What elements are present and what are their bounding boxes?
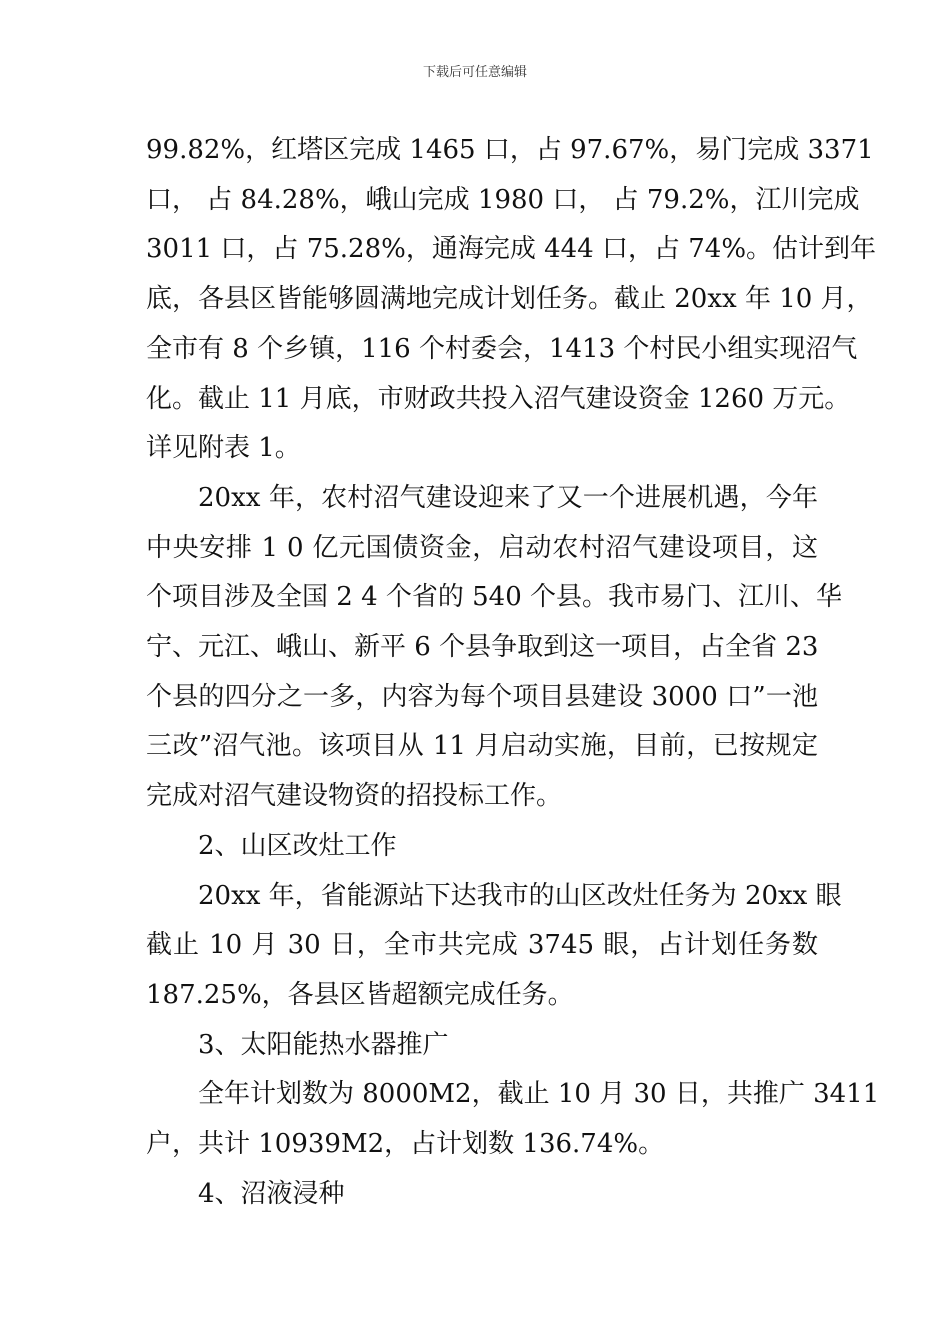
text-line: 99.82%，红塔区完成 1465 口，占 97.67%，易门完成 3371 [146,135,874,165]
text-line: 个县的四分之一多，内容为每个项目县建设 3000 口”一池 [146,681,818,712]
section-heading: 2、山区改灶工作 [198,830,397,861]
text-line: 详见附表 1。 [146,433,301,464]
text-line: 完成对沼气建设物资的招投标工作。 [146,781,563,812]
text-line: 187.25%，各县区皆超额完成任务。 [146,979,574,1010]
text-line: 口， 占 84.28%，峨山完成 1980 口， 占 79.2%，江川完成 [146,184,860,215]
text-line: 全年计划数为 8000M2，截止 10 月 30 日，共推广 3411 [198,1079,880,1110]
text-line: 全市有 8 个乡镇，116 个村委会，1413 个村民小组实现沼气 [146,333,858,364]
text-line: 户，共计 10939M2，占计划数 136.74%。 [146,1129,665,1160]
text-line: 化。截止 11 月底，市财政共投入沼气建设资金 1260 万元。 [146,383,851,414]
document-body [146,126,880,1219]
text-line: 个项目涉及全国 2 4 个省的 540 个县。我市易门、江川、华 [146,582,843,613]
text-line: 底，各县区皆能够圆满地完成计划任务。截止 20xx 年 10 月， [146,284,873,315]
text-line: 3011 口，占 75.28%，通海完成 444 口，占 74%。估计到年 [146,234,877,265]
section-heading: 4、沼液浸种 [198,1178,345,1209]
text-line: 中央安排 1 0 亿元国债资金，启动农村沼气建设项目，这 [146,532,818,563]
section-heading: 3、太阳能热水器推广 [198,1029,449,1060]
text-line: 20xx 年，农村沼气建设迎来了又一个进展机遇，今年 [198,482,818,513]
text-line: 截止 10 月 30 日，全市共完成 3745 眼，占计划任务数 [146,930,818,961]
text-line: 20xx 年，省能源站下达我市的山区改灶任务为 20xx 眼 [198,880,842,911]
page-header: 下载后可任意编辑 [422,65,527,80]
text-line: 三改”沼气池。该项目从 11 月启动实施，目前，已按规定 [146,731,818,762]
text-line: 宁、元江、峨山、新平 6 个县争取到这一项目，占全省 23 [146,632,819,663]
